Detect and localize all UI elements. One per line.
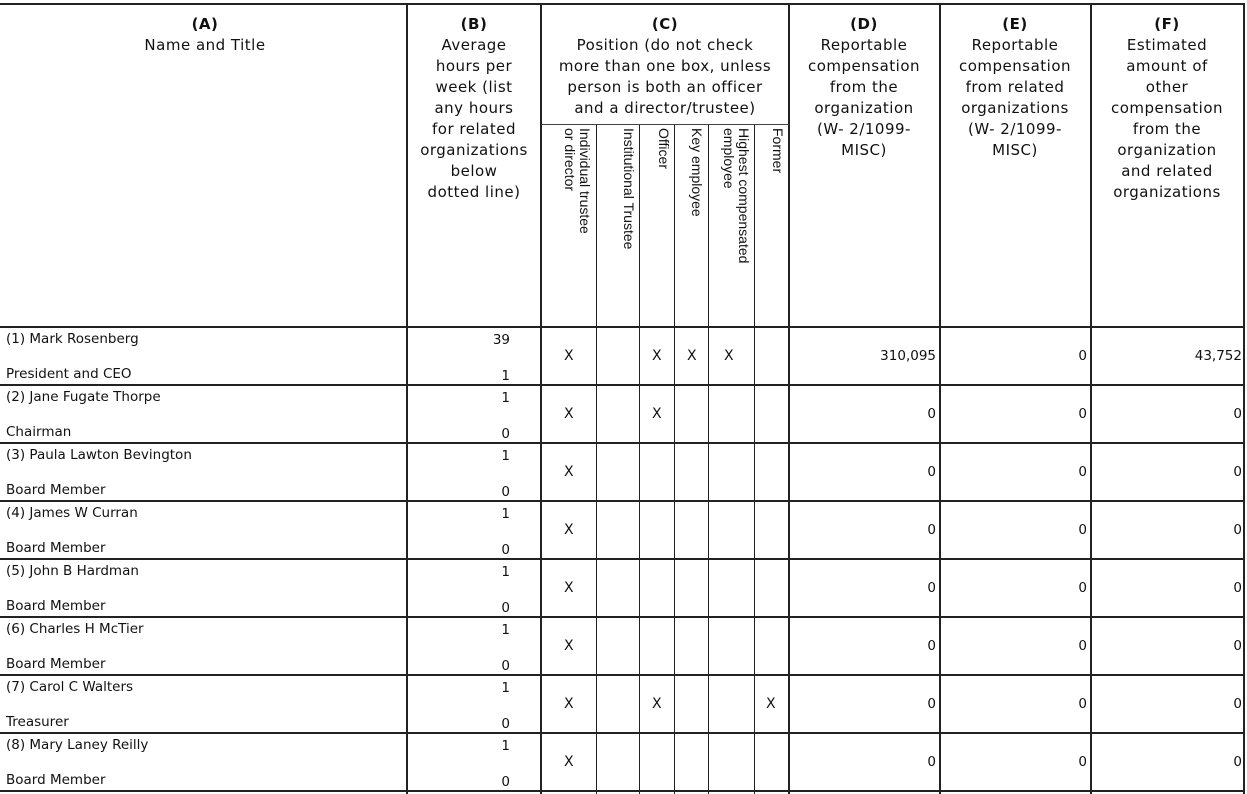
person-name: (8) Mary Laney Reilly [6, 737, 149, 753]
position-check: X [564, 696, 574, 712]
comp-org: 0 [927, 406, 936, 422]
person-name: (6) Charles H McTier [6, 621, 144, 637]
position-check: X [652, 696, 662, 712]
comp-related: 0 [1078, 406, 1087, 422]
header-a-letter: (A) [191, 15, 219, 33]
row-separator [0, 732, 1245, 734]
header-b-line: organizations [420, 141, 528, 159]
header-b [408, 14, 540, 203]
comp-org: 0 [927, 464, 936, 480]
header-b-line: Average [441, 36, 507, 54]
position-check: X [564, 754, 574, 770]
row-separator [0, 616, 1245, 618]
person-name: (3) Paula Lawton Bevington [6, 447, 192, 463]
header-b-line: dotted line) [427, 183, 521, 201]
header-e-line: Reportable [971, 36, 1059, 54]
hours-per-week: 1 [501, 680, 510, 696]
hours-per-week: 1 [501, 738, 510, 754]
header-d-line: organization [814, 99, 914, 117]
position-check: X [564, 580, 574, 596]
comp-org: 0 [927, 754, 936, 770]
position-check: X [652, 406, 662, 422]
header-a [4, 14, 406, 56]
position-subdivider [639, 124, 640, 794]
comp-related: 0 [1078, 638, 1087, 654]
row-separator [0, 500, 1245, 502]
comp-other: 43,752 [1194, 348, 1242, 364]
table-top-border [0, 3, 1245, 5]
header-d-letter: (D) [850, 15, 878, 33]
position-check: X [564, 638, 574, 654]
comp-related: 0 [1078, 464, 1087, 480]
header-d-line: compensation [807, 57, 921, 75]
row-separator [0, 674, 1245, 676]
comp-related: 0 [1078, 580, 1087, 596]
header-f [1092, 14, 1242, 203]
position-check: X [687, 348, 697, 364]
header-d-line: MISC) [841, 141, 887, 159]
hours-per-week: 1 [501, 506, 510, 522]
header-a-text: Name and Title [144, 36, 266, 54]
header-f-line: amount of [1126, 57, 1208, 75]
header-bottom-border [0, 326, 1245, 328]
person-title: Board Member [6, 598, 106, 614]
position-check: X [724, 348, 734, 364]
header-d-line: Reportable [820, 36, 908, 54]
header-e-line: MISC) [992, 141, 1038, 159]
hours-related: 0 [501, 658, 510, 674]
hours-related: 0 [501, 426, 510, 442]
header-c-line: more than one box, unless [558, 57, 772, 75]
person-name: (2) Jane Fugate Thorpe [6, 389, 161, 405]
comp-other: 0 [1233, 464, 1242, 480]
column-divider [1090, 3, 1092, 794]
hours-related: 0 [501, 774, 510, 790]
comp-related: 0 [1078, 348, 1087, 364]
position-check: X [652, 348, 662, 364]
person-title: President and CEO [6, 366, 132, 382]
header-b-line: for related [432, 120, 516, 138]
position-subdivider [708, 124, 709, 794]
person-title: Treasurer [6, 714, 69, 730]
row-separator [0, 384, 1245, 386]
header-c-line: Position (do not check [576, 36, 754, 54]
position-check: X [564, 406, 574, 422]
comp-org: 0 [927, 638, 936, 654]
comp-other: 0 [1233, 522, 1242, 538]
hours-related: 0 [501, 716, 510, 732]
header-b-line: any hours [434, 99, 514, 117]
position-officer: Officer [656, 128, 672, 169]
hours-per-week: 1 [501, 564, 510, 580]
column-divider [1243, 3, 1245, 794]
position-check: X [564, 348, 574, 364]
position-former: Former [770, 128, 786, 174]
comp-org: 0 [927, 580, 936, 596]
header-b-line: below [450, 162, 498, 180]
row-separator [0, 558, 1245, 560]
header-f-line: other [1145, 78, 1189, 96]
column-divider [939, 3, 941, 794]
position-check: X [564, 464, 574, 480]
position-highest-compensated: Highest compensated employee [721, 128, 752, 264]
header-f-line: compensation [1110, 99, 1224, 117]
comp-org: 0 [927, 522, 936, 538]
comp-other: 0 [1233, 580, 1242, 596]
person-title: Board Member [6, 540, 106, 556]
hours-per-week: 1 [501, 390, 510, 406]
header-d [790, 14, 938, 161]
header-b-line: week (list [435, 78, 513, 96]
hours-related: 0 [501, 484, 510, 500]
row-separator [0, 442, 1245, 444]
header-c-line: person is both an officer [567, 78, 763, 96]
header-e-line: organizations [961, 99, 1069, 117]
hours-related: 1 [501, 368, 510, 384]
column-divider [406, 3, 408, 794]
position-key-employee: Key employee [689, 128, 705, 217]
row-separator [0, 790, 1245, 792]
position-subdivider [674, 124, 675, 794]
comp-other: 0 [1233, 638, 1242, 654]
position-header-divider [541, 124, 789, 125]
header-e-line: from related [965, 78, 1065, 96]
header-e-letter: (E) [1002, 15, 1028, 33]
position-subdivider [754, 124, 755, 794]
hours-per-week: 1 [501, 622, 510, 638]
header-f-line: and related [1121, 162, 1213, 180]
header-c-letter: (C) [651, 15, 679, 33]
header-d-line: (W- 2/1099- [817, 120, 911, 138]
header-f-line: from the [1132, 120, 1202, 138]
header-d-line: from the [829, 78, 899, 96]
header-b-letter: (B) [460, 15, 488, 33]
comp-org: 310,095 [880, 348, 936, 364]
header-e [941, 14, 1089, 161]
position-check: X [766, 696, 776, 712]
header-b-line: hours per [435, 57, 513, 75]
column-divider [540, 3, 542, 794]
position-individual-trustee: Individual trustee or director [562, 128, 593, 234]
person-title: Board Member [6, 482, 106, 498]
comp-related: 0 [1078, 696, 1087, 712]
header-c-line: and a director/trustee) [574, 99, 756, 117]
comp-other: 0 [1233, 696, 1242, 712]
person-name: (1) Mark Rosenberg [6, 331, 139, 347]
person-name: (5) John B Hardman [6, 563, 139, 579]
header-f-line: organizations [1113, 183, 1221, 201]
comp-org: 0 [927, 696, 936, 712]
header-e-line: (W- 2/1099- [968, 120, 1062, 138]
header-f-line: Estimated [1126, 36, 1208, 54]
hours-per-week: 1 [501, 448, 510, 464]
person-name: (4) James W Curran [6, 505, 138, 521]
header-e-line: compensation [958, 57, 1072, 75]
header-c [542, 14, 788, 119]
header-f-line: organization [1117, 141, 1217, 159]
comp-related: 0 [1078, 522, 1087, 538]
comp-other: 0 [1233, 754, 1242, 770]
position-subdivider [596, 124, 597, 794]
person-title: Board Member [6, 656, 106, 672]
person-title: Board Member [6, 772, 106, 788]
position-check: X [564, 522, 574, 538]
person-title: Chairman [6, 424, 72, 440]
comp-related: 0 [1078, 754, 1087, 770]
comp-other: 0 [1233, 406, 1242, 422]
position-institutional-trustee: Institutional Trustee [621, 128, 637, 250]
hours-related: 0 [501, 542, 510, 558]
header-f-letter: (F) [1154, 15, 1180, 33]
hours-per-week: 39 [492, 332, 510, 348]
hours-related: 0 [501, 600, 510, 616]
column-divider [788, 3, 790, 794]
person-name: (7) Carol C Walters [6, 679, 134, 695]
